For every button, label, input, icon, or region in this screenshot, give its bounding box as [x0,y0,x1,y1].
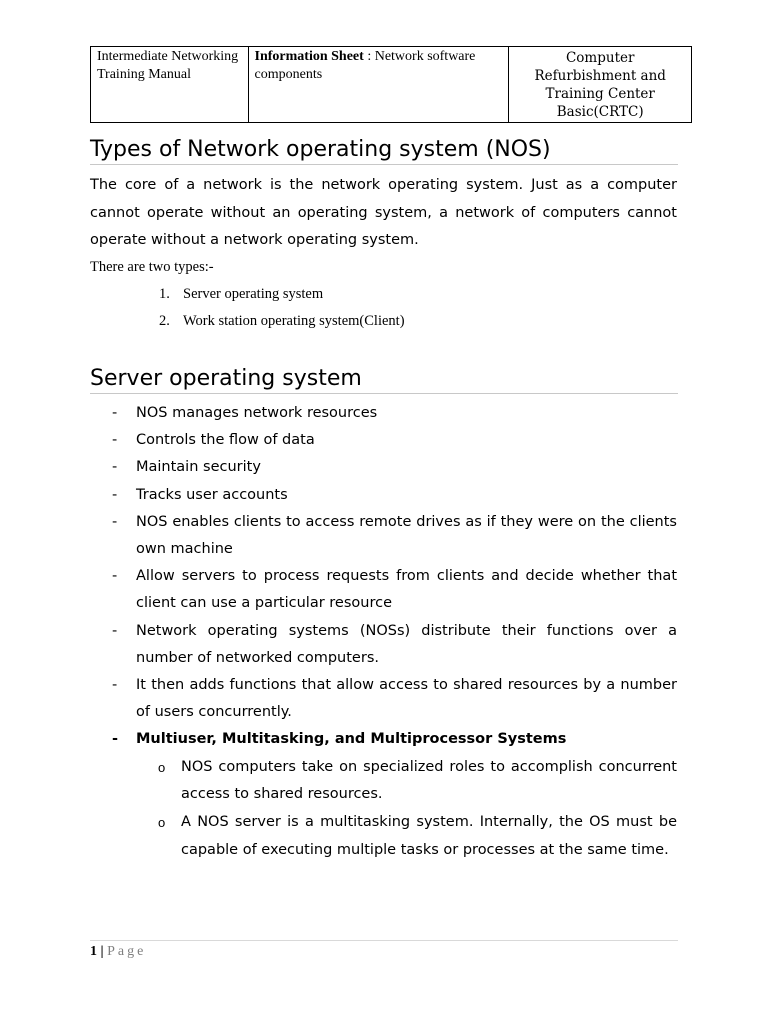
dash-marker: - [112,731,119,748]
list-item-text: Allow servers to process requests from clients and decide whether that client can use a particular resource [136,568,677,612]
page-number: 1 [90,944,97,959]
list-item-text: NOS manages network resources [136,405,378,421]
list-item [90,454,677,481]
header-table [90,46,692,123]
types-list-item [159,312,405,330]
list-item-text: It then adds functions that allow access to shared resources by a number of users concurrently. [136,677,677,721]
header-manual-title: Intermediate Networking Training Manual [91,47,249,123]
section-title-server: Server operating system [90,365,678,394]
list-number: 2. [159,313,170,329]
sub-list-item-text: NOS computers take on specialized roles to accomplish concurrent access to shared resources. [181,758,677,803]
section-title-types: Types of Network operating system (NOS) [90,136,678,165]
dash-marker: - [112,513,118,530]
list-item-text: Tracks user accounts [136,486,288,503]
circle-marker: o [158,759,166,775]
types-lead: There are two types:- [90,259,214,275]
page-label: Page [107,944,147,959]
list-item-text: Maintain security [136,459,261,476]
header-organization: Computer Refurbishment and Training Center Basic(CRTC) [509,47,692,123]
sub-list-item [136,754,677,810]
header-info-sheet [248,47,509,123]
types-list-item [159,285,324,303]
intro-paragraph: The core of a network is the network operating system. Just as a computer cannot operate without an operating system, a network of computers cannot operate without a network operating system. [90,177,677,248]
list-item-bold [90,726,677,864]
list-item-text: Controls the flow of data [136,432,315,449]
header-info-sheet-label: Information Sheet [254,49,364,64]
list-item-text: Server operating system [183,286,324,302]
list-item [90,618,677,672]
dash-marker: - [112,486,118,503]
dash-marker: - [112,622,118,639]
header-info-sheet-text: : Network software components [254,49,476,82]
page-footer [90,940,678,961]
list-item [90,563,677,617]
footer-separator: | [97,944,108,959]
list-item-text: Network operating systems (NOSs) distribute their functions over a number of networked computers. [136,622,677,666]
dash-marker: - [112,432,118,449]
list-item-text: NOS enables clients to access remote drives as if they were on the clients own machine [136,513,677,558]
circle-marker: o [158,815,166,831]
sub-bullet-list [136,754,677,865]
list-item [90,482,677,509]
list-item [90,509,677,563]
list-number: 1. [159,286,170,302]
list-item [90,672,677,726]
list-item-text: Work station operating system(Client) [183,313,405,329]
dash-marker: - [112,568,118,585]
dash-marker: - [112,677,118,694]
dash-marker: - [112,405,118,421]
server-bullet-list [90,400,677,865]
list-item [90,427,677,454]
list-item [90,400,677,427]
sub-list-item [136,809,677,865]
list-item-text: Multiuser, Multitasking, and Multiprocessor Systems [136,731,567,748]
dash-marker: - [112,459,118,476]
sub-list-item-text: A NOS server is a multitasking system. Internally, the OS must be capable of executing multiple tasks or processes at the same time. [181,814,677,859]
